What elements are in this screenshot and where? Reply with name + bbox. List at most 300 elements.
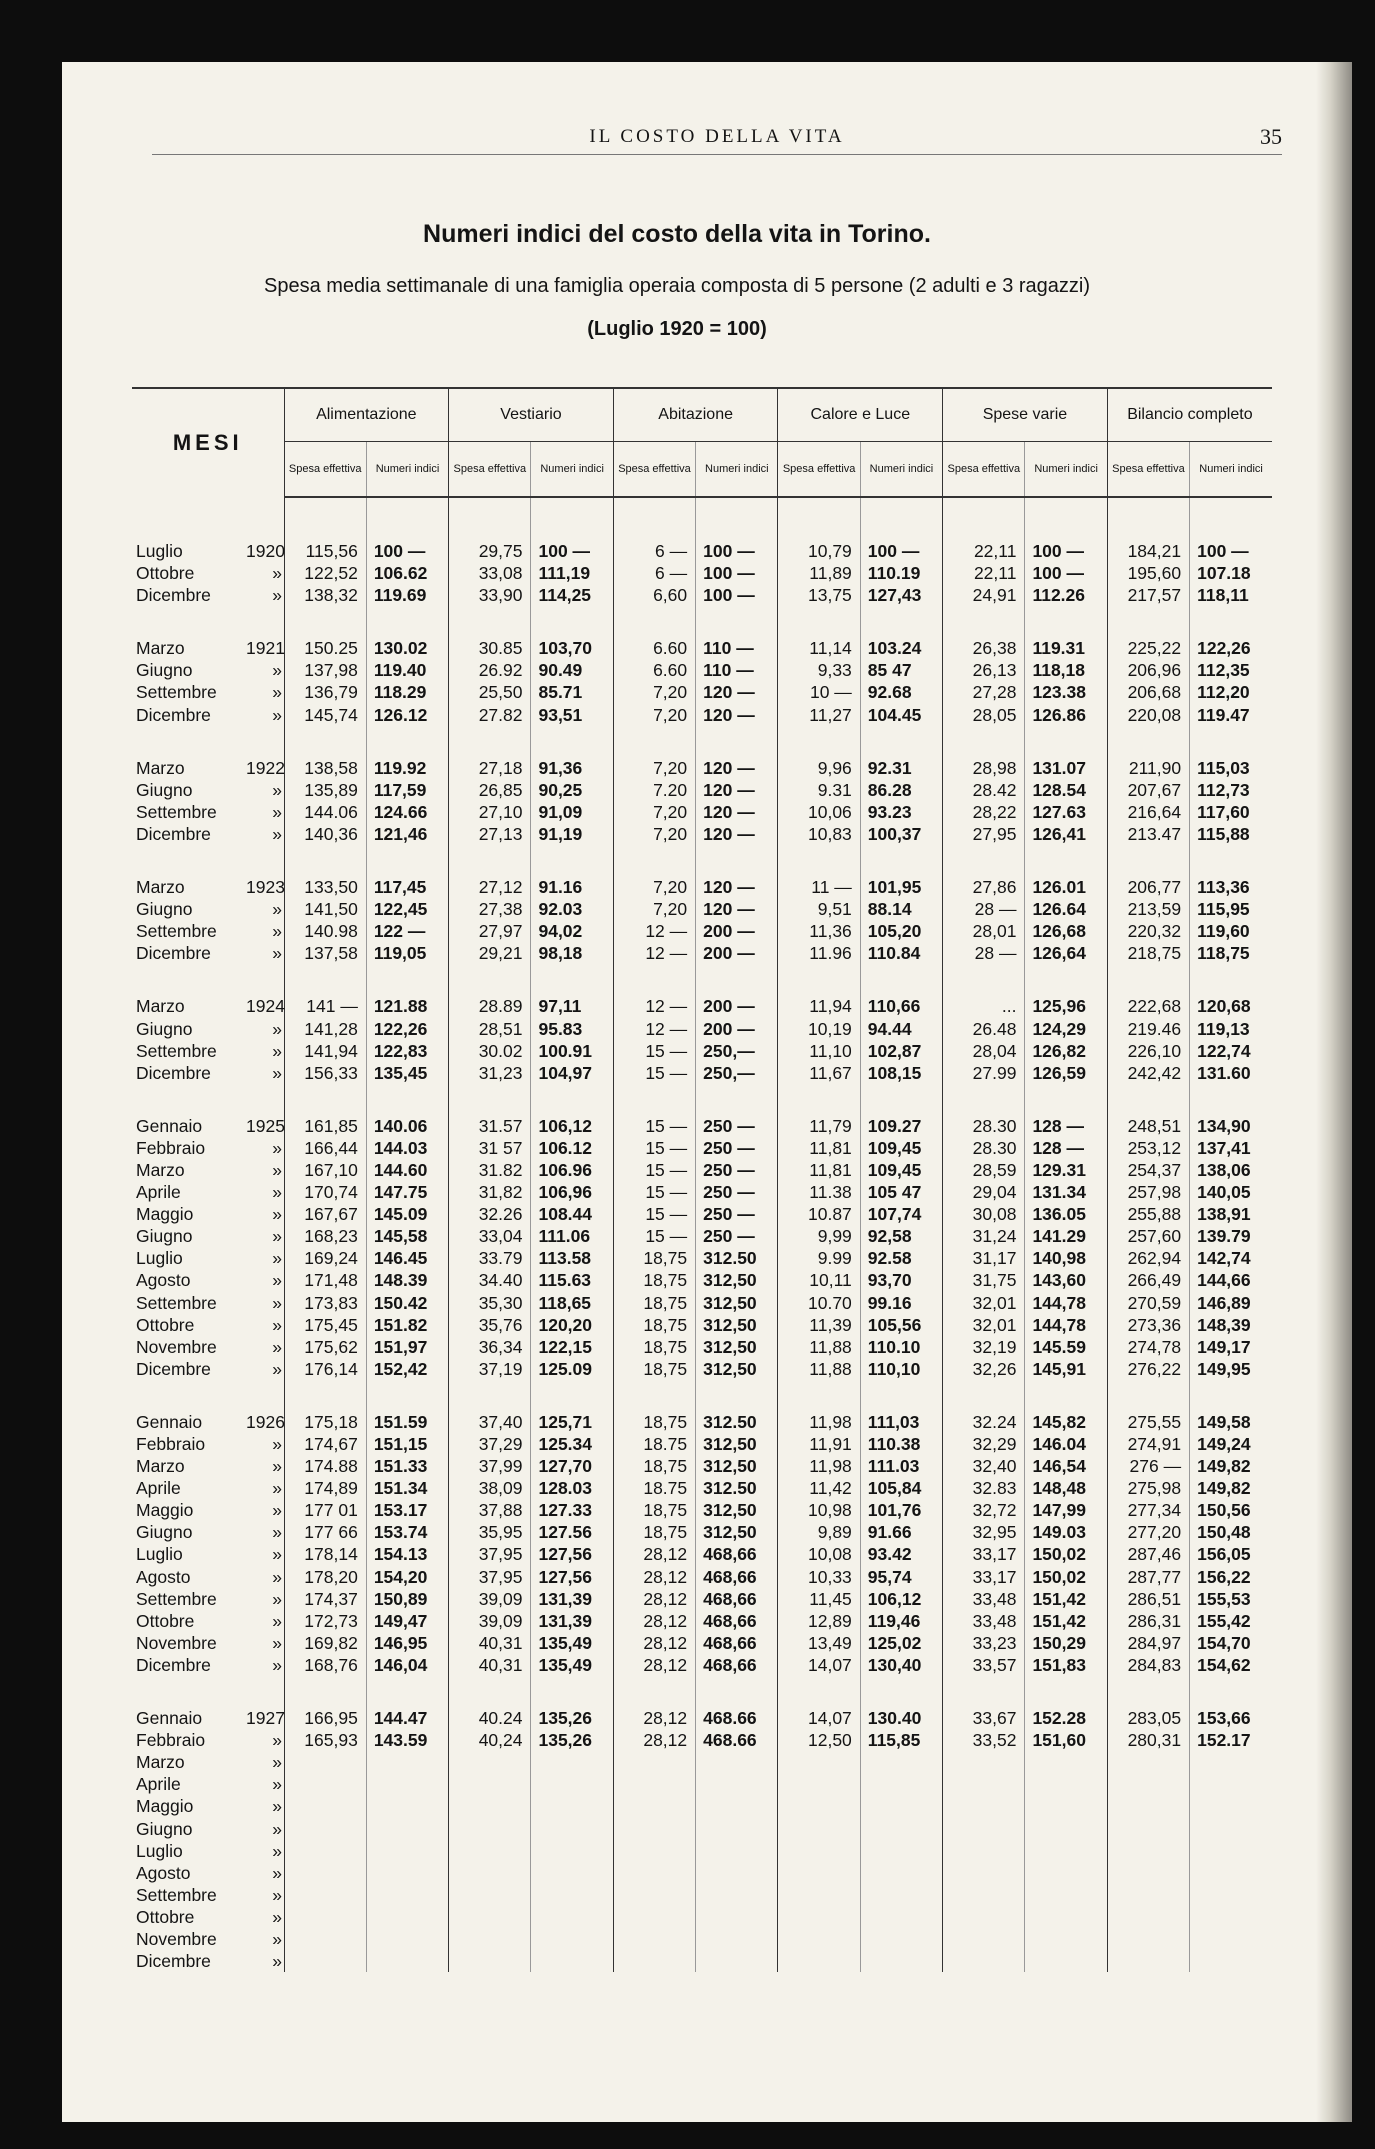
indice-cell: 120 — [696,757,778,779]
month-name: Giugno [136,1818,193,1839]
month-year: » [272,563,282,584]
indice-cell: 118,65 [531,1292,613,1314]
indice-cell: 250 — [696,1203,778,1225]
indice-cell: 154,62 [1190,1654,1272,1676]
spesa-cell: 12 — [613,995,695,1017]
month-cell [132,659,284,681]
indice-cell: 151,15 [366,1433,448,1455]
indice-cell: 250 — [696,1225,778,1247]
month-name: Dicembre [136,585,211,606]
indice-cell: 100 — [1025,562,1107,584]
indice-cell [531,1840,613,1862]
spesa-cell: 22,11 [943,562,1025,584]
group-header: Alimentazione [284,388,449,442]
spesa-cell: 12 — [613,1018,695,1040]
spesa-cell: 166,44 [284,1137,366,1159]
spesa-cell: 27,13 [449,823,531,845]
spesa-header: Spesa effettiva [284,442,366,498]
month-cell [132,1269,284,1291]
month-name: Luglio [136,1544,183,1565]
spesa-cell: 11,79 [778,1115,860,1137]
indice-cell: 106.62 [366,562,448,584]
spesa-cell: 37,99 [449,1455,531,1477]
month-name: Dicembre [136,1062,211,1083]
spesa-cell [1107,1950,1189,1972]
spesa-cell [1107,1928,1189,1950]
indice-cell: 104.45 [860,704,942,726]
spesa-cell: 27,12 [449,876,531,898]
spesa-cell [449,1862,531,1884]
spesa-cell [613,1773,695,1795]
indice-cell: 152.17 [1190,1729,1272,1751]
spesa-cell: 286,31 [1107,1610,1189,1632]
indice-cell: 151.82 [366,1314,448,1336]
table-row [132,1269,1272,1291]
spesa-cell: 28,12 [613,1707,695,1729]
spesa-cell: 141,50 [284,898,366,920]
month-year: » [272,1062,282,1083]
indice-cell [696,1773,778,1795]
indice-cell: 250,— [696,1062,778,1084]
indice-cell: 120 — [696,704,778,726]
table-row [132,1455,1272,1477]
spesa-cell: 257,98 [1107,1181,1189,1203]
month-name: Gennaio [136,1411,203,1432]
indice-cell [1190,1795,1272,1817]
spesa-cell: 7,20 [613,757,695,779]
spesa-cell [284,1751,366,1773]
indice-cell: 149.03 [1025,1521,1107,1543]
indice-cell: 115.63 [531,1269,613,1291]
month-year: » [272,1632,282,1653]
indice-cell [531,1795,613,1817]
indice-cell [696,1818,778,1840]
table-row [132,1018,1272,1040]
indice-cell: 120,20 [531,1314,613,1336]
indice-cell: 118,75 [1190,942,1272,964]
spesa-cell [1107,1773,1189,1795]
month-name: Aprile [136,1182,181,1203]
spesa-cell: 136,79 [284,681,366,703]
spesa-cell: 18,75 [613,1314,695,1336]
indice-cell: 108.44 [531,1203,613,1225]
indice-cell [366,1950,448,1972]
month-cell [132,1773,284,1795]
spesa-cell: 141 — [284,995,366,1017]
spesa-cell [778,1773,860,1795]
cost-index-table [132,387,1272,1972]
indice-cell [1025,1928,1107,1950]
month-year: » [272,1522,282,1543]
month-year: » [272,823,282,844]
indice-cell: 312,50 [696,1314,778,1336]
indice-cell: 113.58 [531,1247,613,1269]
spesa-cell: 18,75 [613,1336,695,1358]
table-row [132,898,1272,920]
indice-cell [366,1862,448,1884]
month-cell [132,1521,284,1543]
month-year: » [272,1752,282,1773]
spesa-cell: 40,31 [449,1654,531,1676]
indice-cell: 120,68 [1190,995,1272,1017]
month-year: » [272,1270,282,1291]
indice-cell: 130.02 [366,637,448,659]
spesa-cell: 144.06 [284,801,366,823]
indice-cell: 151.33 [366,1455,448,1477]
spesa-cell [1107,1884,1189,1906]
spesa-cell: 40,24 [449,1729,531,1751]
month-year: » [272,1434,282,1454]
spesa-cell: 211,90 [1107,757,1189,779]
indice-cell: 91.66 [860,1521,942,1543]
spesa-cell [943,1795,1025,1817]
indice-cell [531,1862,613,1884]
indice-cell: 150.42 [366,1292,448,1314]
indice-cell: 146,04 [366,1654,448,1676]
indice-cell: 144.47 [366,1707,448,1729]
month-year: » [272,1248,282,1269]
spesa-cell: 6 — [613,540,695,562]
indice-cell: 93.42 [860,1543,942,1565]
month-year: » [272,1818,282,1839]
indice-cell: 92.58 [860,1247,942,1269]
indice-cell: 153.17 [366,1499,448,1521]
indice-cell: 120 — [696,898,778,920]
indice-cell [366,1840,448,1862]
indice-cell: 124.66 [366,801,448,823]
indice-cell: 135,45 [366,1062,448,1084]
spesa-cell: 9,33 [778,659,860,681]
spesa-cell: 18.75 [613,1477,695,1499]
indice-cell: 100 — [366,540,448,562]
month-year: » [272,1862,282,1883]
indice-cell: 131.34 [1025,1181,1107,1203]
spesa-cell [778,1906,860,1928]
indice-cell: 128 — [1025,1115,1107,1137]
month-cell [132,1358,284,1380]
month-cell [132,1411,284,1433]
indice-cell: 91.16 [531,876,613,898]
indice-cell: 92.31 [860,757,942,779]
indice-cell: 122,15 [531,1336,613,1358]
month-name: Giugno [136,1018,193,1039]
spesa-cell [284,1818,366,1840]
spesa-cell: 28,12 [613,1729,695,1751]
table-row [132,1336,1272,1358]
month-cell [132,1018,284,1040]
spesa-cell: 28,12 [613,1588,695,1610]
indice-cell: 151.34 [366,1477,448,1499]
indice-cell: 200 — [696,995,778,1017]
month-name: Dicembre [136,823,211,844]
spesa-cell: 26.92 [449,659,531,681]
spesa-cell [449,1884,531,1906]
month-year: » [272,943,282,964]
month-year: » [272,801,282,822]
indice-cell: 125,02 [860,1632,942,1654]
indice-cell: 148,48 [1025,1477,1107,1499]
spesa-cell: 15 — [613,1137,695,1159]
spesa-cell: 15 — [613,1181,695,1203]
indice-cell: 125.34 [531,1433,613,1455]
indice-cell: 100 — [696,562,778,584]
indice-cell: 122 — [366,920,448,942]
indice-cell [696,1840,778,1862]
spesa-cell: 287,46 [1107,1543,1189,1565]
indice-cell: 119,05 [366,942,448,964]
indice-cell: 121,46 [366,823,448,845]
spesa-cell: 184,21 [1107,540,1189,562]
indice-cell: 111,03 [860,1411,942,1433]
indice-cell: 94.44 [860,1018,942,1040]
month-cell [132,995,284,1017]
indice-cell [531,1928,613,1950]
indice-cell: 131,39 [531,1588,613,1610]
indice-cell: 105,56 [860,1314,942,1336]
indice-cell: 468.66 [696,1707,778,1729]
month-cell [132,898,284,920]
month-name: Ottobre [136,1906,195,1927]
indice-cell [860,1773,942,1795]
indice-cell: 145.59 [1025,1336,1107,1358]
spesa-cell: 28,04 [943,1040,1025,1062]
spesa-cell: 167,67 [284,1203,366,1225]
month-year: » [272,1610,282,1631]
spesa-cell: 18,75 [613,1499,695,1521]
spesa-cell: 32,19 [943,1336,1025,1358]
indice-cell: 100 — [1025,540,1107,562]
month-year: 1921 [246,638,285,659]
spesa-cell: 171,48 [284,1269,366,1291]
indice-cell: 312,50 [696,1455,778,1477]
month-name: Febbraio [136,1137,206,1158]
month-cell [132,540,284,562]
spesa-cell: 218,75 [1107,942,1189,964]
spesa-cell: 137,98 [284,659,366,681]
spesa-cell: 27.99 [943,1062,1025,1084]
spesa-cell: 277,34 [1107,1499,1189,1521]
spesa-cell: 145,74 [284,704,366,726]
indice-cell: 312,50 [696,1521,778,1543]
spesa-cell: 33,48 [943,1610,1025,1632]
spesa-cell: 15 — [613,1115,695,1137]
indice-cell: 127.56 [531,1521,613,1543]
indice-cell: 148,39 [1190,1314,1272,1336]
month-name: Novembre [136,1928,217,1949]
month-cell [132,1906,284,1928]
month-year: » [272,660,282,681]
spesa-cell [943,1840,1025,1862]
indice-cell: 154,70 [1190,1632,1272,1654]
spesa-cell: 274,91 [1107,1433,1189,1455]
spesa-cell: 13,49 [778,1632,860,1654]
month-name: Maggio [136,1796,194,1817]
spesa-cell: 39,09 [449,1610,531,1632]
indice-cell: 103.24 [860,637,942,659]
indice-cell [531,1818,613,1840]
spesa-cell [284,1950,366,1972]
spesa-cell: 10,06 [778,801,860,823]
month-name: Novembre [136,1336,217,1357]
month-cell [132,876,284,898]
indice-cell: 123.38 [1025,681,1107,703]
spesa-cell: 29,04 [943,1181,1025,1203]
spesa-cell: 33.79 [449,1247,531,1269]
indice-cell: 117,45 [366,876,448,898]
month-cell [132,1203,284,1225]
month-cell [132,779,284,801]
table-row [132,681,1272,703]
table-row [132,876,1272,898]
spesa-cell: 11,91 [778,1433,860,1455]
spesa-cell: 13,75 [778,584,860,606]
spesa-cell: 32,26 [943,1358,1025,1380]
spesa-cell: 11,10 [778,1040,860,1062]
spesa-cell: 11,67 [778,1062,860,1084]
spesa-cell [1107,1862,1189,1884]
month-cell [132,1751,284,1773]
spesa-cell: 216,64 [1107,801,1189,823]
indice-cell: 151,42 [1025,1610,1107,1632]
spesa-cell: 27,95 [943,823,1025,845]
indice-cell: 468,66 [696,1632,778,1654]
spesa-cell: 242,42 [1107,1062,1189,1084]
table-row [132,1950,1272,1972]
indice-cell: 97,11 [531,995,613,1017]
indice-cell: 312,50 [696,1336,778,1358]
spesa-cell [449,1818,531,1840]
indice-cell [366,1751,448,1773]
spesa-cell [778,1884,860,1906]
spesa-cell: 33,57 [943,1654,1025,1676]
spesa-cell: 28.30 [943,1137,1025,1159]
indice-cell [860,1795,942,1817]
spesa-cell: 222,68 [1107,995,1189,1017]
indice-cell: 119.31 [1025,637,1107,659]
spesa-cell: 174,37 [284,1588,366,1610]
month-name: Ottobre [136,563,195,584]
indice-cell: 109,45 [860,1137,942,1159]
spesa-cell [943,1884,1025,1906]
spesa-cell: 27,38 [449,898,531,920]
table-row [132,584,1272,606]
spesa-cell: 254,37 [1107,1159,1189,1181]
indice-cell: 152,42 [366,1358,448,1380]
indice-cell: 146.04 [1025,1433,1107,1455]
spesa-cell: 220,32 [1107,920,1189,942]
spesa-cell: 7,20 [613,681,695,703]
month-cell [132,1115,284,1137]
indice-cell: 117,59 [366,779,448,801]
indice-cell: 110.38 [860,1433,942,1455]
indice-cell: 126,41 [1025,823,1107,845]
spesa-cell: 14,07 [778,1707,860,1729]
month-year: » [272,682,282,703]
table-row [132,1292,1272,1314]
month-year: » [272,1292,282,1313]
spesa-cell: 25,50 [449,681,531,703]
indice-cell: 110 — [696,637,778,659]
spesa-cell: 18,75 [613,1269,695,1291]
indice-cell [366,1795,448,1817]
spesa-cell: 35,95 [449,1521,531,1543]
spesa-cell: 27,10 [449,801,531,823]
indice-cell: 142,74 [1190,1247,1272,1269]
indice-cell: 143,60 [1025,1269,1107,1291]
indice-cell: 146,95 [366,1632,448,1654]
indice-cell: 94,02 [531,920,613,942]
spesa-cell [284,1884,366,1906]
month-year: 1923 [246,877,285,898]
spesa-cell: 12 — [613,942,695,964]
spesa-cell: 28,98 [943,757,1025,779]
spesa-cell: 33,04 [449,1225,531,1247]
indice-cell: 154,20 [366,1566,448,1588]
indice-cell: 250 — [696,1115,778,1137]
indice-cell: 118,18 [1025,659,1107,681]
indice-cell: 155,42 [1190,1610,1272,1632]
spesa-cell: 140,36 [284,823,366,845]
indice-cell: 127,56 [531,1566,613,1588]
spesa-cell: 169,82 [284,1632,366,1654]
indice-cell: 125,71 [531,1411,613,1433]
indice-cell: 126,68 [1025,920,1107,942]
spesa-cell: 9.99 [778,1247,860,1269]
table-row [132,1751,1272,1773]
month-cell [132,1433,284,1455]
spesa-cell: 40.24 [449,1707,531,1729]
spesa-cell [613,1884,695,1906]
indice-cell [860,1862,942,1884]
indice-cell [1025,1795,1107,1817]
indice-cell [1190,1840,1272,1862]
indice-cell: 135,26 [531,1707,613,1729]
spesa-cell: 30.85 [449,637,531,659]
indice-cell: 145,58 [366,1225,448,1247]
month-year: » [272,1796,282,1817]
spesa-cell: 175,62 [284,1336,366,1358]
indice-cell: 90,25 [531,779,613,801]
month-name: Maggio [136,1500,194,1521]
table-row [132,1884,1272,1906]
month-year: 1927 [246,1708,285,1729]
spesa-cell [284,1928,366,1950]
indice-cell [1025,1751,1107,1773]
spesa-cell: 150.25 [284,637,366,659]
indice-cell: 85 47 [860,659,942,681]
month-year: » [272,1137,282,1158]
indice-cell: 101,95 [860,876,942,898]
month-cell [132,823,284,845]
indice-cell: 131,39 [531,1610,613,1632]
spesa-cell: 29,75 [449,540,531,562]
month-cell [132,1566,284,1588]
month-cell [132,1247,284,1269]
spesa-cell: 273,36 [1107,1314,1189,1336]
month-name: Giugno [136,899,193,920]
spesa-cell: 39,09 [449,1588,531,1610]
month-name: Marzo [136,1752,185,1773]
table-row [132,1521,1272,1543]
indici-header: Numeri indici [860,442,942,498]
spesa-cell [943,1906,1025,1928]
indice-cell: 105,20 [860,920,942,942]
indice-cell: 126,82 [1025,1040,1107,1062]
spesa-cell: 12 — [613,920,695,942]
month-cell [132,1181,284,1203]
spesa-cell: 31.82 [449,1159,531,1181]
month-year: » [272,1226,282,1247]
